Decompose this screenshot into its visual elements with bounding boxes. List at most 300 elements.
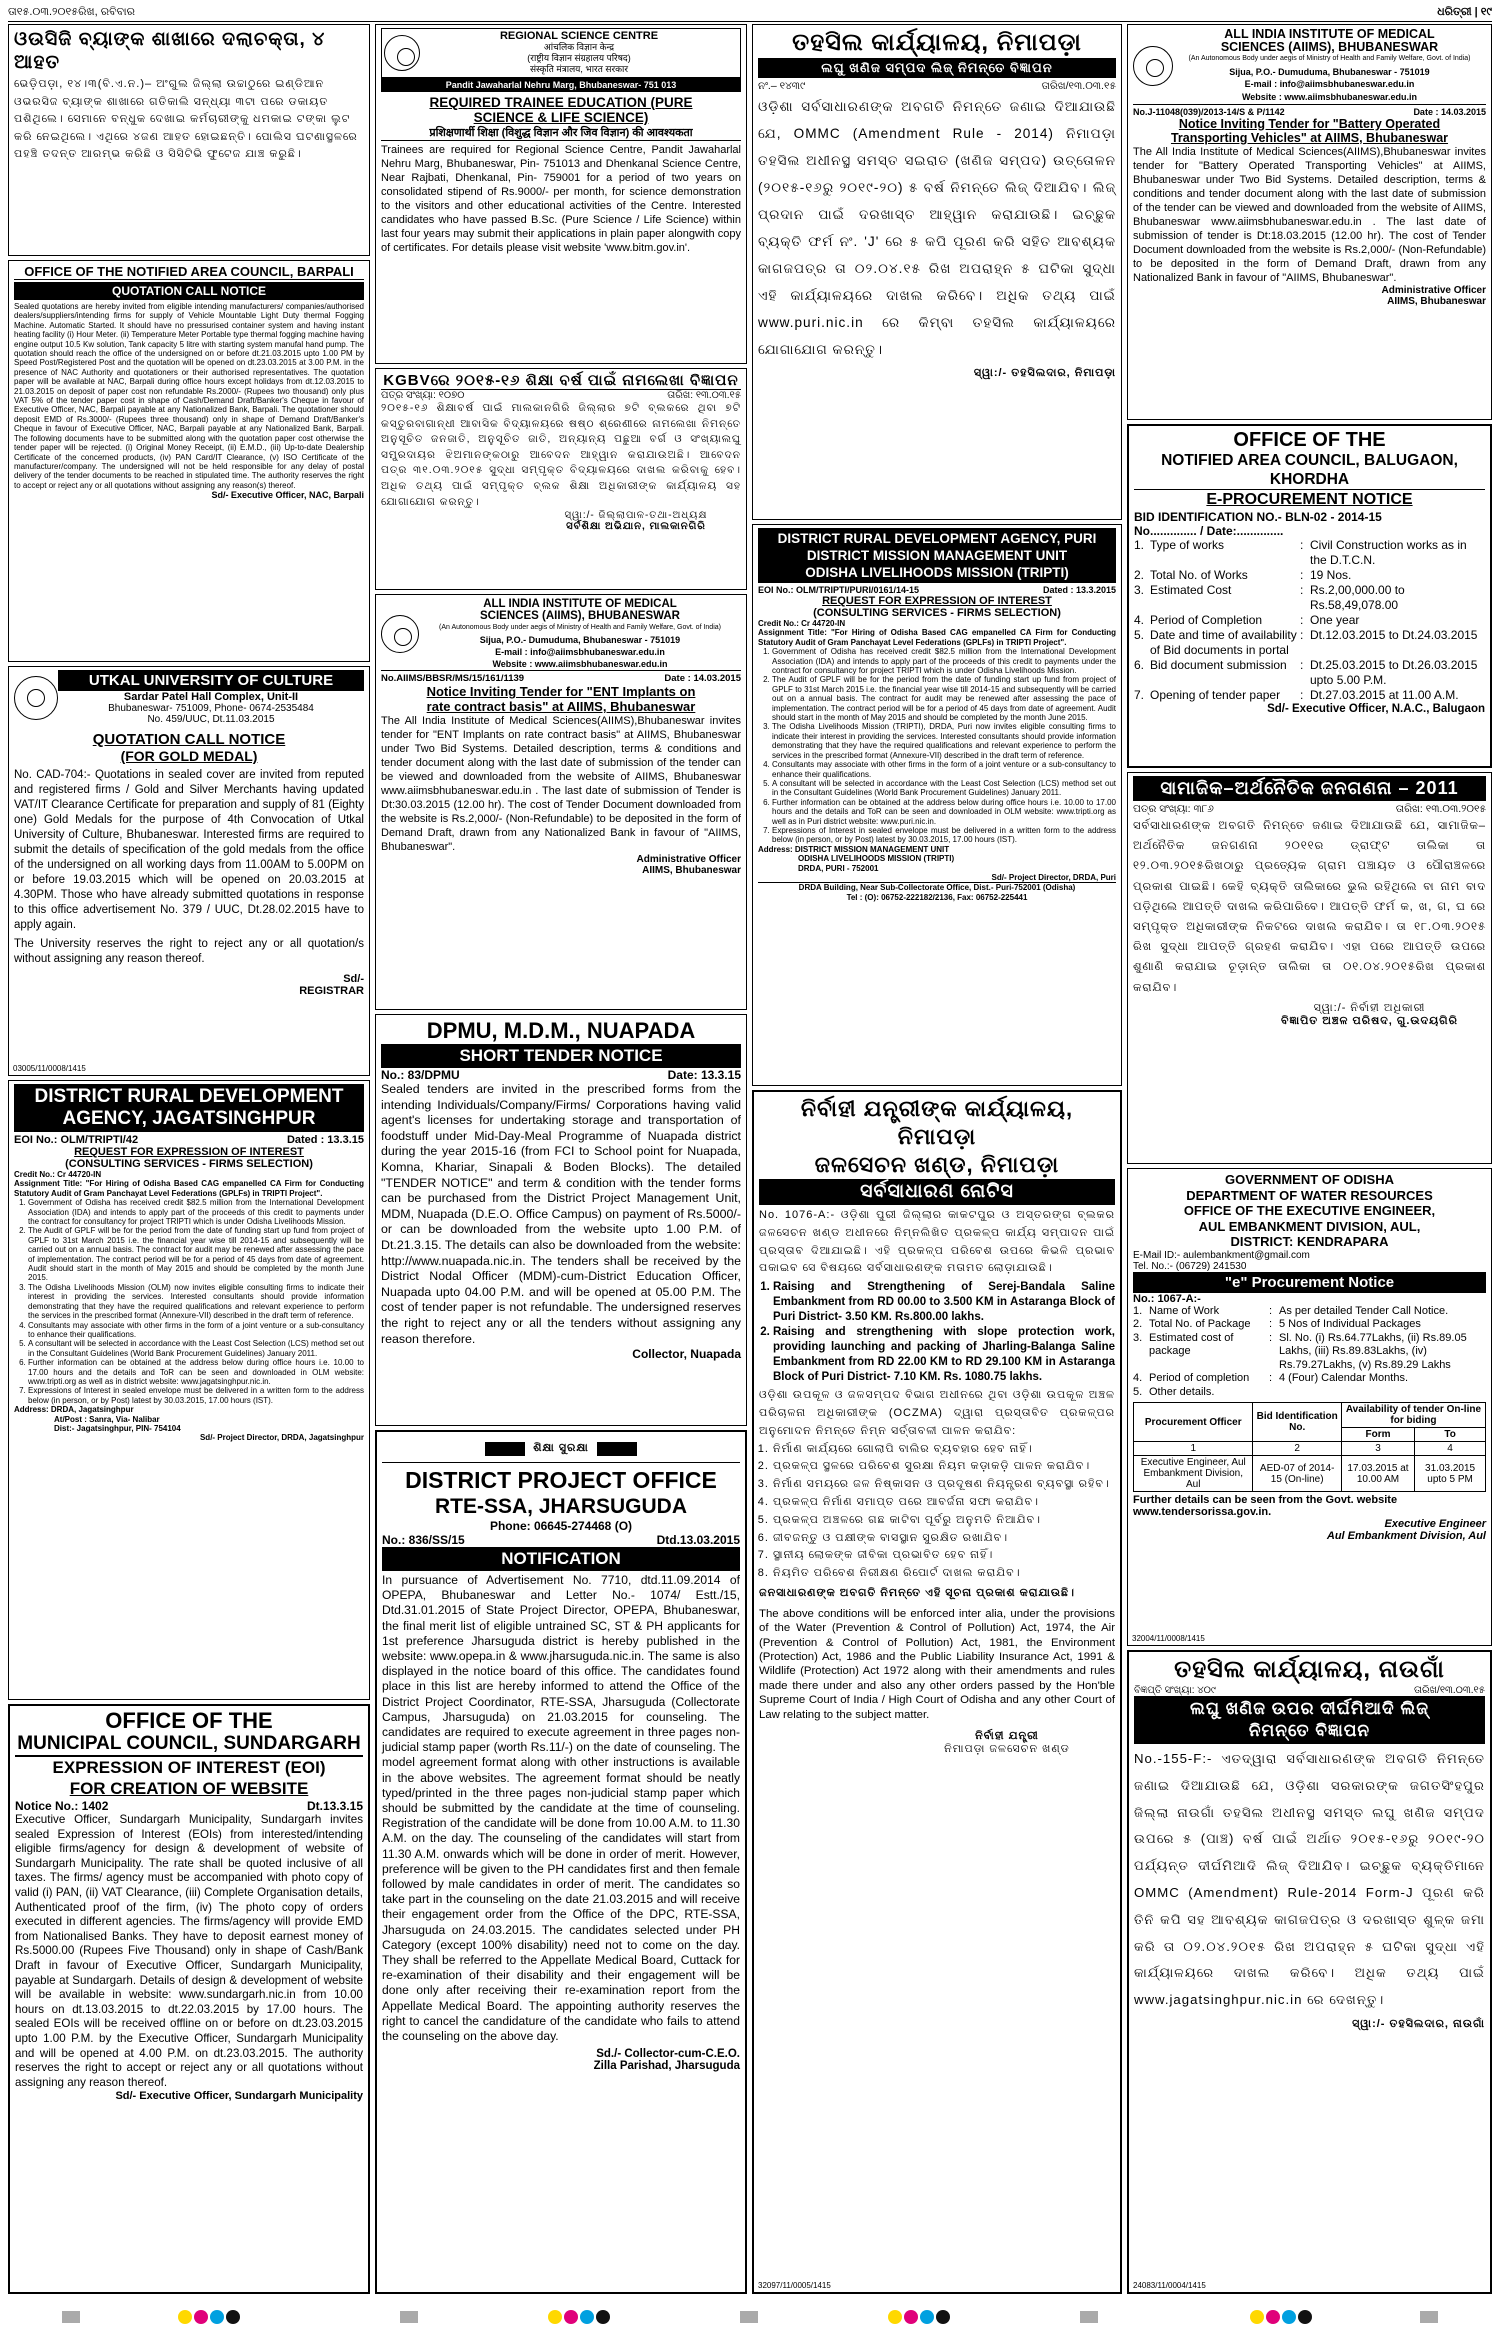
letter-no: ପତ୍ର ସଂଖ୍ୟା: ୧୦୭୦ [381, 390, 465, 401]
ad-title: REQUIRED TRAINEE EDUCATION (PURE [429, 95, 693, 110]
detail-cell: Total No. of Works [1150, 568, 1248, 582]
eoi-number: EOI No.: OLM/TRIPTI/PURI/0161/14-15 [758, 585, 920, 595]
list-item: 3. The Odisha Livelihoods Mission (OLM) now invites eligible consulting firms to indicate their interest in providing the services. Interested consultants should provide information demonstrating that they have the required qualifications and relevant experience to perform the services in the prescribed format (Annexure-VII) described in the draft term of reference. [28, 1283, 364, 1321]
ad-subtitle: FOR CREATION OF WEBSITE [69, 1779, 309, 1798]
ad-mid: ଜନସାଧାରଣଙ୍କ ଅବଗତି ନିମନ୍ତେ ଏହି ସୂଚନା ପ୍ରକାଶ କରାଯାଉଛି। [759, 1586, 1075, 1599]
ad-signature: Sd/- Project Director, DRDA, Puri [991, 872, 1116, 882]
ad-heading: ସାମାଜିକ–ଅର୍ଥନୈତିକ ଜନଗଣନା – 2011 [1133, 776, 1486, 801]
ad-signature: ସ୍ୱା:/- ତହସିଲଦାର, ନାଉଗାଁ [1352, 2017, 1485, 2030]
ad-signature: Sd/- [343, 973, 364, 985]
ad-body: No.-155-F:- ଏତଦ୍ୱାରା ସର୍ବସାଧାରଣଙ୍କ ଅବଗତି ନିମନ୍ତେ ଜଣାଇ ଦିଆଯାଉଛି ଯେ, ଓଡ଼ିଶା ସରକାରଙ୍କ ଜଗତସିଂହପୁର ଜିଲ୍ଲା ନାଉଗାଁ ତହସିଲ ଅଧୀନସ୍ଥ ସମସ୍ତ ଲଘୁ ଖଣିଜ ସମ୍ପଦ ଉପରେ ୫ (ପାଞ୍ଚ) ବର୍ଷ ପାଇଁ ଅର୍ଥାତ ୨୦୧୫-୧୬ରୁ ୨୦୧୯-୨୦ ପର୍ଯ୍ୟନ୍ତ ଦୀର୍ଘମିଆଦି ଲିଜ୍ ଦିଆଯିବ। ଇଚ୍ଛୁକ ବ୍ୟକ୍ତିମାନେ OMMC (Amendment) Rule-2014 Form-J ପୂରଣ କରି ତିନି କପି ସହ ଆବଶ୍ୟକ କାଗଜପତ୍ର ଓ ଦରଖାସ୍ତ ଶୁଳ୍କ ଜମା କରି ତା ୦୨.୦୪.୨୦୧୫ ରିଖ ଅପରାହ୍ନ ୫ ଘଟିକା ସୁଦ୍ଧା ଏହି କାର୍ଯ୍ୟାଳୟରେ ଦାଖଲ କରିବେ। ଅଧିକ ତଥ୍ୟ ପାଇଁ www.jagatsinghpur.nic.in ରେ ଦେଖନ୍ତୁ। [1134, 1751, 1485, 2008]
magenta-mark [194, 2310, 208, 2324]
conditions-list [773, 1441, 1115, 1583]
ad-signature2: ବିଜ୍ଞାପିତ ଅଞ୍ଚଳ ପରିଷଦ, ଗୁ.ଉଦୟଗିରି [1281, 1014, 1458, 1027]
ad-body: Executive Officer, Sundargarh Municipality, Sundargarh invites sealed Expression of Interest (EOIs) from interested/intending eligible firms/agency for design & development of website of Sundargarh Municipality. The rate shall be quoted inclusive of all taxes. The firms/ agency must be accompanied with photo copy of valid (i) PAN, (ii) VAT Clearance, (iii) Complete Organisation details, Authenticated proof of the firm, (iv) The photo copy of orders executed in different agencies. The firms/agency will provide EMD from Nationalised Banks. They have to deposit earnest money of Rs.5000.00 (Rupees Five Thousand) only in shape of Cash/Bank Draft in favour of Executive Officer, Sundargarh Municipality, payable at Sundargarh. Details of design & development of website will be available in website: www.sundargarh.nic.in from 10.00 hours on dt.13.03.2015 to dt.22.03.2015 by 17.00 hours. The sealed EOIs will be received offline on or before on dt.23.03.2015 upto 1.00 P.M. by the Executive Officer, Sundargarh Municipality and will be opened at 4.00 P.M. on dt.23.03.2015. The authority reserves the right to accept or reject any or all quotations without assigning any reason thereof. [15, 1813, 363, 2089]
dpo-jharsuguda-ad [375, 1430, 747, 2294]
terms-list [772, 647, 1116, 845]
news-story [8, 24, 370, 256]
org-parent: (राष्ट्रीय विज्ञान संग्रहालय परिषद) [527, 53, 631, 63]
cyan-mark [920, 2310, 934, 2324]
address-line2: ODISHA LIVELIHOODS MISSION (TRIPTI) [798, 854, 955, 864]
detail-row [1134, 658, 1485, 688]
black-mark [936, 2310, 950, 2324]
detail-cell: Estimated cost of package [1149, 1331, 1234, 1358]
table-header: Availability of tender On-line for biding [1341, 1403, 1485, 1428]
grey-mark [1080, 2311, 1098, 2323]
ad-heading2: RTE-SSA, JHARSUGUDA [434, 1495, 688, 1518]
detail-cell: 6. [1134, 658, 1145, 672]
ad-heading: ନିର୍ବାହୀ ଯନ୍ତ୍ରୀଙ୍କ କାର୍ଯ୍ୟାଳୟ, ନିମାପଡ଼ା [800, 1096, 1074, 1149]
ad-heading: UTKAL UNIVERSITY OF CULTURE [58, 670, 364, 691]
notice-number: No.: 836/SS/15 [382, 1533, 465, 1547]
detail-row [1134, 628, 1485, 658]
ad-body: ୨୦୧୫-୧୬ ଶିକ୍ଷାବର୍ଷ ପାଇଁ ମାଲକାନଗିରି ଜିଲ୍ଲାର ୭ଟି ବ୍ଲକରେ ଥିବା ୭ଟି କସ୍ତୁରବାଗାନ୍ଧୀ ଆବାସିକ ବିଦ୍ୟାଳୟରେ ଷଷ୍ଠ ଶ୍ରେଣୀରେ ନାମଲେଖା ନିମନ୍ତେ ଅନୁସୂଚିତ ଜନଜାତି, ଅନୁସୂଚିତ ଜାତି, ଅନ୍ୟାନ୍ୟ ପଛୁଆ ବର୍ଗ ଓ ସଂଖ୍ୟାଲଘୁ ସମ୍ପ୍ରଦାୟର ଝିଅମାନଙ୍କଠାରୁ ଆବେଦନ ଆହ୍ୱାନ କରାଯାଉଅଛି। ଆବେଦନ ପତ୍ର ୩୧.୦୩.୨୦୧୫ ସୁଦ୍ଧା ସମ୍ପୃକ୍ତ ବିଦ୍ୟାଳୟରେ ଦାଖଲ କରିବାକୁ ହେବ। ଅଧିକ ତଥ୍ୟ ପାଇଁ ସମ୍ପୃକ୍ତ ବ୍ଲକ ଶିକ୍ଷା ଅଧିକାରୀଙ୍କ କାର୍ଯ୍ୟାଳୟ ସହ ଯୋଗାଯୋଗ କରନ୍ତୁ। [381, 402, 741, 508]
ad-signature: Sd/- Executive Officer, N.A.C., Balugaon [1267, 703, 1485, 715]
ad-signature: ସ୍ୱା:/- ତହସିଲଦାର, ନିମାପଡ଼ା [973, 367, 1116, 379]
list-item: 2. The Audit of GPLF will be for the period from the date of funding start up fund from project of GPLF to 31st March 2015 i.e. the financial year wise till 2014-15 and subsequently will be carried out on a annual basis. The contract for audit may be renewed after assessing the pace of implementation. The contract period will be for a period of 45 days from date of agreement. Audit should start in the month of May 2015 and should be completed by the month June 2015. [772, 675, 1116, 722]
banner-text: ଶିକ୍ଷା ସୁରକ୍ଷା [533, 1442, 589, 1454]
letter-date: ତାରିଖ: ୧୩.୦୩.୨୦୧୫ [1395, 803, 1486, 815]
ref-no: No.............. / Date:.............. [1134, 524, 1284, 538]
notice-date: Dt.13.3.15 [306, 1799, 363, 1813]
ad-ref: No. 459/UUC, Dt.11.03.2015 [147, 714, 275, 725]
tender-date: Date : 14.03.2015 [1413, 106, 1486, 117]
ad-intro: No. 1076-A:- ଓଡ଼ିଶା ପୁରୀ ଜିଲ୍ଲାର କାକଟପୁର ଓ ଅସ୍ତରଙ୍ଗ ବ୍ଲକର ଜଳସେଚନ ଖଣ୍ଡ ଅଧୀନରେ ନିମ୍ନଲିଖିତ ପ୍ରକଳ୍ପ କାର୍ଯ୍ୟ ସମ୍ପାଦନ ପାଇଁ ପ୍ରସ୍ତାବ ଦିଆଯାଇଛି। ଏହି ପ୍ରକଳ୍ପ ପରିବେଶ ଉପରେ କିଭଳି ପ୍ରଭାବ ପକାଇବ ସେ ବିଷୟରେ ସର୍ବସାଧାରଣଙ୍କ ମତାମତ ଲୋଡ଼ାଯାଉଛି। [759, 1209, 1115, 1275]
list-item: 7. Expressions of Interest in sealed envelope must be delivered in a written form to the address below (in person, or by Post) latest by 30.03.2015, 17.00 hours (IST). [772, 826, 1116, 845]
ad-code: 24083/11/0004/1415 [1133, 2281, 1206, 2290]
ad-title: QUOTATION CALL NOTICE [92, 731, 286, 748]
cyan-mark [580, 2310, 594, 2324]
detail-cell: Total No. of Package [1149, 1318, 1251, 1331]
ad-signature2: Zilla Parishad, Jharsuguda [593, 2060, 740, 2073]
ad-heading5: DISTRICT: KENDRAPARA [1230, 1234, 1389, 1250]
detail-cell: Civil Construction works as in the D.T.C.N. [1310, 538, 1467, 567]
tender-table [1133, 1402, 1486, 1492]
list-item: 4. ପ୍ରକଳ୍ପ ନିର୍ମାଣ ସମାପ୍ତ ପରେ ଆବର୍ଜନା ସଫା କରାଯିବ। [773, 1494, 1115, 1512]
ad-body: No. CAD-704:- Quotations in sealed cover are invited from reputed and registered firms / Gold and Silver Merchants having updated VAT/IT Clearance Certificate for preparation and supply of 81 (Eighty one) Gold Medals for the purpose of 4th Convocation of Utkal University of Culture, Bhubaneswar. Interested firms are required to submit the details of specification of the gold medals from the office of the undersigned on all working days from 11.00AM to 5.00PM on or before 19.03.2015 which will be opened on 20.03.2015 at 4.30PM. Those who have already submitted quotations in response to this office advertisement No. 379 / UUC, Dt.28.02.2015 have to apply again. [14, 769, 364, 931]
rsc-logo-icon [384, 35, 420, 71]
credit-no: Credit No.: Cr 44720-IN [758, 619, 846, 628]
detail-row [1133, 1318, 1486, 1332]
notice-date: Dtd.13.03.2015 [656, 1533, 740, 1547]
cyan-mark [1282, 2310, 1296, 2324]
eoi-date: Dated : 13.3.2015 [1042, 585, 1116, 595]
detail-cell: 5. [1134, 628, 1145, 642]
detail-row [1134, 538, 1485, 568]
ad-title: "e" Procurement Notice [1133, 1272, 1486, 1293]
detail-cell: Date and time of availability of Bid documents in portal [1150, 628, 1297, 657]
ad-subheading: SHORT TENDER NOTICE [381, 1044, 741, 1068]
letter-date: ତାରିଖ/୧୩.୦୩.୧୫ [1041, 80, 1116, 92]
credit-no: Credit No.: Cr 44720-IN [14, 1170, 102, 1179]
detail-cell: : [1300, 568, 1304, 582]
grey-mark [62, 2311, 80, 2323]
ad-signature: Sd./- Collector-cum-C.E.O. [596, 2048, 740, 2061]
detail-cell: Period of completion [1149, 1372, 1250, 1385]
org-name: ALL INDIA INSTITUTE OF MEDICAL [1224, 27, 1435, 41]
table-header: Procurement Officer [1134, 1403, 1253, 1442]
ad-email: E-Mail ID:- aulembankment@gmail.com [1133, 1249, 1310, 1261]
list-item: 6. Further information can be obtained at the address below during office hours i.e. 10.00 to 17.00 hours and the details and ToR can be seen and downloaded in OLM website: www.tripti.org as well as in Puri district website: www.puri.nic.in. [772, 798, 1116, 826]
detail-row [1133, 1305, 1486, 1319]
ad-code: 32004/11/0008/1415 [1132, 1634, 1205, 1643]
ad-signature: Collector, Nuapada [632, 1347, 741, 1362]
list-item: 1. Raising and Strengthening of Serej-Bandala Saline Embankment from RD 00.00 to 3.500 KM in Astaranga Block of Puri District- 3.50 KM. Rs.800.00 lakhs. [773, 1280, 1115, 1325]
tender-number: No.J-11048(039)/2013-14/S & P/1142 [1133, 106, 1285, 117]
org-desc: (An Autonomous Body under aegis of Ministry of Health and Family Welfare, Govt. of India) [439, 624, 721, 631]
detail-cell: : [1269, 1318, 1273, 1331]
ad-oczma: ଓଡ଼ିଶା ଉପକୂଳ ଓ ଜଳସମ୍ପଦ ବିଭାଗ ଅଧୀନରେ ଥିବା ଓଡ଼ିଶା ଉପକୂଳ ଅଞ୍ଚଳ ପରିଚାଳନା ଅଧିକାରୀଙ୍କ (OCZMA) ଦ୍ୱାରା ପ୍ରସ୍ତାବିତ ପ୍ରକଳ୍ପର ଅନୁମୋଦନ ନିମନ୍ତେ ନିମ୍ନ ସର୍ତ୍ତାବଳୀ ପାଳନ କରାଯିବ: [759, 1389, 1115, 1437]
list-item: 1. Government of Odisha has received credit $82.5 million from the International Development Association (IDA) and intends to apply part of the proceeds of this credit to payments under the contract for consultancy for project TRIPTI which is under Odisha Livelihoods Mission. [772, 647, 1116, 675]
address-line3: Dist:- Jagatsinghpur, PIN- 754104 [54, 1423, 181, 1433]
regional-science-centre-ad [375, 24, 747, 364]
detail-cell [1279, 1386, 1486, 1400]
detail-cell: Rs.2,00,000.00 to Rs.58,49,078.00 [1310, 583, 1405, 612]
ad-heading: ତହସିଲ କାର୍ଯ୍ୟାଳୟ, ନିମାପଡ଼ା [792, 29, 1082, 56]
list-item: 2. Raising and strengthening with slope protection work, providing launching and packing of Jharling-Balanga Saline Embankment from RD 22.00 KM to RD 29.100 KM in Astaranga Block of Puri District- 7.10 KM. Rs. 1080.75 lakhs. [773, 1325, 1115, 1385]
ad-body: The All India Institute of Medical Sciences(AIIMS),Bhubaneswar invites tender for "Battery Operated Transporting Vehicles" at AIIMS, Bhubaneswar under Two Bid Systems. Detailed description, terms & conditions and tender document along with the last date of submission of the tender can be viewed and downloaded from the website of AIIMS, Bhubaneswar www.aiimsbhubaneswar.edu.in . The last date of submission of tender is Dt:18.03.2015 (12.00 hr). The cost of Tender Document downloaded from the website is Rs.2,000/- (Non-Refundable) to be deposited in the form of Demand Draft, drawn from any Nationalized Bank in favour of "AIIMS, Bhubaneswar". [1133, 145, 1486, 284]
ad-title-hindi: प्रशिक्षणार्थी शिक्षा (विशुद्ध विज्ञान और जिव विज्ञान) की आवश्यकता [381, 125, 741, 141]
org-name: REGIONAL SCIENCE CENTRE [499, 30, 659, 42]
eoi-date: Dated : 13.3.15 [286, 1134, 364, 1146]
details-list [1133, 1305, 1486, 1400]
ad-heading2: DEPARTMENT OF WATER RESOURCES [1186, 1187, 1433, 1203]
yellow-mark [178, 2310, 192, 2324]
magenta-mark [904, 2310, 918, 2324]
org-address: Sijua, P.O.- Dumuduma, Bhubaneswar - 751019 [479, 635, 681, 645]
list-item: 7. Expressions of Interest in sealed envelope must be delivered in a written form to the address below (in person, or by Post) latest by 30.03.2015, 17.00 hours (IST). [28, 1386, 364, 1405]
list-item: 7. ସ୍ଥାନୀୟ ଲୋକଙ୍କ ଜୀବିକା ପ୍ରଭାବିତ ହେବ ନାହିଁ। [773, 1547, 1115, 1565]
ad-footer: DRDA Building, Near Sub-Collectorate Office, Dist.- Puri-752001 (Odisha) [758, 882, 1116, 892]
org-address: Sijua, P.O.- Dumuduma, Bhubaneswar - 751019 [1229, 66, 1430, 77]
ad-heading4: AUL EMBANKMENT DIVISION, AUL, [1198, 1218, 1421, 1234]
story-headline: ଓଉସିଜି ବ୍ୟାଙ୍କ ଶାଖାରେ ଦଲାଚକ୍ତା, ୪ ଆହତ [14, 29, 326, 73]
detail-cell: Sl. No. (i) Rs.64.77Lakhs, (ii) Rs.89.05 Lakhs, (iii) Rs.89.83Lakhs, (iv) Rs.79.27Lakhs, (v) Rs.89.29 Lakhs [1279, 1331, 1467, 1371]
ad-address: Sardar Patel Hall Complex, Unit-II [123, 691, 299, 703]
black-mark [1298, 2310, 1312, 2324]
ad-subheading: ସର୍ବସାଧାରଣ ନୋଟିସ [759, 1179, 1115, 1205]
org-name2: SCIENCES (AIIMS), BHUBANESWAR [1220, 39, 1439, 54]
org-website: Website : www.aiimsbhubaneswar.edu.in [1241, 91, 1418, 102]
address-line1: Address: DRDA, Jagatsinghpur [14, 1405, 134, 1415]
ad-subtitle: (CONSULTING SERVICES - FIRMS SELECTION) [813, 607, 1061, 619]
detail-cell: Period of Completion [1150, 613, 1263, 627]
detail-cell: : [1300, 613, 1304, 627]
detail-cell: 7. [1134, 688, 1145, 702]
detail-cell: 4 (Four) Calendar Months. [1279, 1372, 1408, 1385]
org-name-hindi: आंचलिक विज्ञान केन्द्र [543, 42, 615, 52]
detail-cell: As per detailed Tender Call Notice. [1279, 1304, 1449, 1317]
address-line2: At/Post : Sanra, Via- Nalibar [54, 1414, 160, 1424]
page-header [8, 6, 1492, 22]
detail-cell: Bid document submission [1150, 658, 1287, 672]
ad-signature: Administrative Officer [1381, 284, 1486, 296]
ad-heading: DPMU, M.D.M., NUAPADA [426, 1018, 696, 1043]
list-item: 8. ନିୟମିତ ପରିବେଶ ନିରୀକ୍ଷଣ ରିପୋର୍ଟ ଦାଖଲ କରାଯିବ। [773, 1565, 1115, 1583]
utkal-university-ad [8, 666, 370, 1076]
ad-code: 03005/11/0008/1415 [13, 1064, 86, 1073]
ad-signature2: AIIMS, Bhubaneswar [642, 865, 741, 876]
university-logo-icon [14, 676, 58, 720]
detail-cell: 5. [1133, 1385, 1143, 1398]
notice-number: No.: 83/DPMU [381, 1068, 460, 1082]
notice-number: No.: 1067-A:- [1133, 1292, 1201, 1305]
ad-signature: Sd/- Executive Officer, NAC, Barpali [211, 490, 364, 501]
tahasil-nimapada-ad [752, 24, 1122, 520]
ad-footer2: Tel : (O): 06752-222182/2136, Fax: 06752-225441 [846, 892, 1028, 902]
ad-subheading: ଲଘୁ ଖଣିଜ ସମ୍ପଦ ଲିଜ୍ ନିମନ୍ତେ ବିଜ୍ଞାପନ [758, 58, 1116, 78]
detail-cell: Dt.12.03.2015 to Dt.24.03.2015 [1310, 628, 1478, 642]
aiims-ent-tender-ad [375, 594, 747, 1010]
aiims-logo-icon [1133, 46, 1173, 86]
black-mark [226, 2310, 240, 2324]
letter-no: ନଂ.– ୧୪୩୯ [758, 80, 806, 92]
address-line3: DRDA, PURI - 752001 [798, 863, 879, 873]
org-email: E-mail : info@aiimsbhubaneswar.edu.in [1244, 79, 1415, 90]
tender-date: Date : 14.03.2015 [664, 673, 741, 684]
black-mark [596, 2310, 610, 2324]
ad-signature2: ନିମାପଡ଼ା ଜଳସେଚନ ଖଣ୍ଡ [944, 1743, 1070, 1755]
census-notice-ad [1127, 772, 1492, 1164]
detail-cell: Estimated Cost [1150, 583, 1232, 597]
detail-cell: One year [1310, 613, 1360, 627]
list-item: 1. Government of Odisha has received credit $82.5 million from the International Development Association (IDA) and intends to apply part of the proceeds of this credit to payments under the contract for consultancy for project TRIPTI which is under Odisha Livelihoods Mission. [28, 1198, 364, 1226]
ad-subheading: QUOTATION CALL NOTICE [14, 282, 364, 300]
detail-cell [1269, 1386, 1279, 1400]
detail-cell: 4. [1134, 613, 1145, 627]
ad-heading: OFFICE OF THE [105, 1708, 273, 1733]
ad-phone: Phone: 06645-274468 (O) [489, 1519, 633, 1533]
eoi-number: EOI No.: OLM/TRIPTI/42 [14, 1134, 139, 1146]
ad-further: Further details can be seen from the Govt. website www.tendersorissa.gov.in. [1133, 1494, 1398, 1519]
detail-cell: : [1300, 628, 1304, 642]
assignment-title: Assignment Title: "For Hiring of Odisha Based CAG empanelled CA Firm for Conducting Statutory Audit of Gram Panchayat Level Federations (GPLFs) in TRIPTI Project". [758, 628, 1116, 647]
org-name: ALL INDIA INSTITUTE OF MEDICAL [483, 598, 677, 610]
list-item: 1. ନିର୍ମାଣ କାର୍ଯ୍ୟରେ ଗୋଲାପି ବାଲିର ବ୍ୟବହାର ହେବ ନାହିଁ। [773, 1441, 1115, 1459]
org-email: E-mail : info@aiimsbhubaneswar.edu.in [495, 647, 665, 657]
notice-number: Notice No.: 1402 [15, 1799, 109, 1813]
detail-cell: 3. [1133, 1331, 1143, 1344]
yellow-mark [888, 2310, 902, 2324]
letter-date: ତାରିଖ: ୧୩.୦୩.୧୫ [667, 390, 741, 401]
gov-odisha-water-ad [1127, 1168, 1492, 1646]
detail-row [1133, 1372, 1486, 1386]
detail-cell: 2. [1134, 568, 1145, 582]
ad-heading: OFFICE OF THE [1233, 429, 1386, 451]
detail-cell: Type of works [1150, 538, 1225, 552]
letter-date: ତାରିଖ/୧୩.୦୩.୧୫ [1414, 1685, 1485, 1696]
ad-body: Sealed tenders are invited in the prescribed forms from the intending Individuals/Company/Firms/ Corporations having valid agent's licenses for undertaking storage and transportation of foodstuff under Mid-Day-Meal Programme of Nuapada district during the year 2015-16 (from FCI to School point for Nuapada, Komna, Khariar, Sinapali & Boden Blocks). The detailed "TENDER NOTICE" and term & condition with the tender forms can be purchased from the District Project Management Unit, MDM, Nuapada (D.E.O. Office Campus) on payment of Rs.5000/- or can be downloaded from the website upto 1.00 P.M. of Dt.21.3.15. The details can also be downloaded from the website: http://www.nuapada.nic.in. The tenders shall be received by the District Nodal Officer (MDM)-cum-District Education Officer, Nuapada upto 04.00 P.M. and will be opened at 05.00 P.M. The cost of tender paper is not refundable. The undersigned reserves the right to reject any or all the tenders without assigning any reason therefore. [381, 1082, 741, 1346]
detail-cell: Other details. [1149, 1385, 1215, 1398]
detail-cell: : [1300, 688, 1304, 702]
ad-heading2: MUNICIPAL COUNCIL, SUNDARGARH [15, 1733, 363, 1757]
ad-signature: ନିର୍ବାହୀ ଯନ୍ତ୍ରୀ [975, 1730, 1039, 1742]
ad-title2: rate contract basis" at AIIMS, Bhubaneswar [426, 699, 696, 714]
grey-mark [400, 2311, 418, 2323]
ad-signature2: Aul Embankment Division, Aul [1326, 1530, 1486, 1543]
ad-heading: DISTRICT PROJECT OFFICE [405, 1467, 717, 1493]
banner-logo-icon [485, 1442, 525, 1456]
table-header: To [1415, 1428, 1486, 1442]
tahasil-naugaon-ad [1127, 1650, 1492, 2294]
letter-no: ପତ୍ର ସଂଖ୍ୟା: ୩୮୬ [1133, 803, 1214, 815]
org-address: Pandit Jawaharlal Nehru Marg, Bhubaneswar- 751 013 [381, 78, 741, 92]
ad-title: REQUEST FOR EXPRESSION OF INTEREST [822, 595, 1052, 607]
ad-signature2: REGISTRAR [299, 985, 364, 997]
drda-puri-ad [752, 524, 1122, 1086]
list-item: 6. ଜୀବଜନ୍ତୁ ଓ ପକ୍ଷୀଙ୍କ ବାସସ୍ଥାନ ସୁରକ୍ଷିତ ରଖାଯିବ। [773, 1530, 1115, 1548]
kgbv-admission-ad [375, 368, 747, 590]
nirbahi-jantri-ad [752, 1090, 1122, 2294]
sundargarh-municipality-ad [8, 1704, 370, 2294]
grey-mark [740, 2311, 758, 2323]
list-item: 6. Further information can be obtained at the address below during office hours i.e. 10.00 to 17.00 hours and the details and ToR can be seen and downloaded in OLM website: www.tripti.org as well as in district website: www.jagatsinghpur.nic.in. [28, 1358, 364, 1386]
detail-row [1134, 583, 1485, 613]
grey-mark [1420, 2311, 1438, 2323]
address-line1: Address: DISTRICT MISSION MANAGEMENT UNIT [758, 844, 950, 854]
ad-title: EXPRESSION OF INTEREST (EOI) [52, 1758, 326, 1777]
ad-heading2: NOTIFIED AREA COUNCIL, BALUGAON, KHORDHA [1134, 451, 1485, 490]
cyan-mark [210, 2310, 224, 2324]
ad-signature: ସ୍ୱା:/- ଜିଲ୍ଲାପାଳ-ତଥା-ଅଧ୍ୟକ୍ଷ [564, 510, 708, 522]
ad-title: Notice Inviting Tender for "Battery Operated [1178, 116, 1441, 131]
detail-cell: : [1300, 538, 1304, 552]
ad-signature: Sd/- Executive Officer, Sundargarh Municipality [115, 2090, 363, 2103]
notice-date: Date: 13.3.15 [667, 1068, 741, 1082]
detail-cell: : [1300, 658, 1304, 672]
ad-heading3: OFFICE OF THE EXECUTIVE ENGINEER, [1183, 1203, 1436, 1219]
detail-cell: 5 Nos of Individual Packages [1279, 1318, 1421, 1331]
ad-heading: DISTRICT RURAL DEVELOPMENT AGENCY, JAGATSINGHPUR [14, 1084, 364, 1132]
ad-subheading2: ନିମନ୍ତେ ବିଜ୍ଞାପନ [1248, 1721, 1371, 1740]
ad-heading: OFFICE OF THE NOTIFIED AREA COUNCIL, BARPALI [14, 264, 364, 280]
table-header: Form [1341, 1428, 1414, 1442]
detail-row [1133, 1386, 1486, 1400]
dpmu-nuapada-ad [375, 1014, 747, 1426]
ad-heading: ତହସିଲ କାର୍ଯ୍ୟାଳୟ, ନାଉଗାଁ [1174, 1656, 1445, 1683]
drda-jagatsinghpur-ad [8, 1080, 370, 1700]
list-item: 4. Consultants may associate with other firms in the form of a joint venture or a sub-consultancy to enhance their qualifications. [28, 1321, 364, 1340]
ad-body: The above conditions will be enforced inter alia, under the provisions of the Water (Prevention & Control of Pollution) Act, 1974, the Air (Prevention & Control of Pollution) Act, 1981, the Environment (Protection) Act, 1986 and the Public Liability Insurance Act, 1991 & Wildlife (Protection) Act 1972 along with their amendments and rules made there under and also any other orders passed by the Hon'ble Supreme Court of India / High Court of Odisha and any other Court of Law relating to the subject matter. [759, 1607, 1115, 1721]
terms-list [28, 1198, 364, 1405]
ad-title: E-PROCUREMENT NOTICE [1206, 491, 1413, 508]
table-row: 1 2 3 4 [1134, 1442, 1486, 1456]
ad-heading: DISTRICT RURAL DEVELOPMENT AGENCY, PURI DISTRICT MISSION MANAGEMENT UNIT ODISHA LIVELIHOODS MISSION (TRIPTI) [758, 528, 1116, 583]
org-ministry: संस्कृति मंत्रालय, भारत सरकार [529, 64, 629, 74]
list-item: 2. The Audit of GPLF will be for the period from the date of funding start up fund from project of GPLF to 31st March 2015 i.e. the financial year wise till 2014-15 and subsequently will be carried out on a annual basis. The contract for audit may be renewed after assessing the pace of implementation. The contract period will be for a period of 45 days from date of agreement. Audit should start in the month of May 2015 and should be completed by the month June 2015. [28, 1226, 364, 1282]
tender-number: No.AIIMS/BBSR/MS/15/161/1139 [381, 673, 525, 684]
ad-heading: GOVERNMENT OF ODISHA [1224, 1172, 1394, 1187]
ad-title: NOTIFICATION [382, 1547, 740, 1571]
aiims-battery-vehicle-ad [1127, 24, 1492, 420]
detail-cell: 2. [1133, 1318, 1143, 1331]
detail-cell: : [1300, 583, 1304, 597]
table-header: Bid Identification No. [1253, 1403, 1341, 1442]
table-row: Executive Engineer, Aul Embankment Division, Aul AED-07 of 2014-15 (On-line) 17.03.2015 at 10.00 AM 31.03.2015 upto 5 PM [1134, 1456, 1486, 1492]
detail-cell: Dt.27.03.2015 at 11.00 A.M. [1310, 688, 1459, 702]
detail-cell: : [1269, 1304, 1273, 1317]
list-item: 5. ପ୍ରକଳ୍ପ ଅଞ୍ଚଳରେ ଗଛ କାଟିବା ପୂର୍ବରୁ ଅନୁମତି ନିଆଯିବ। [773, 1512, 1115, 1530]
detail-cell: 3. [1134, 583, 1145, 597]
ad-signature2: AIIMS, Bhubaneswar [1387, 295, 1486, 307]
nac-balugaon-ad [1127, 424, 1492, 768]
ad-body: Sealed quotations are hereby invited from eligible intending manufacturers/ companies/authorised dealers/suppliers/intending firms for supply of Vehicle Mountable Light Duty thermal Fogging Machine. Automatic Started. It should have no pressurised container system and having instant heating facility (i) Hour Meter. (ii) Temperature Meter Portable type thermal fogging machine having engine output 10.5 Kw solution, Tank capacity 5 litre with starting system manufal hand pump. The quotation should reach the office of the undersigned on or before dt.21.03.2015 upto 1.00 PM by Speed Post/Registered Post and the quotation will be opened on dt.23.03.2015 at 3.00 P.M. in the presence of NAC Authority and quotationers or their authorised representatives. The quotation paper will be available at NAC, Barpali during office hours except holidays from dt.12.03.2015 to 21.03.2015 on deposit of paper cost non refundable Rs.2000/- (Rupees two thousand) only plus VAT 5% of the tender paper cost in shape of Cash/Demand Draft/Banker's Cheque in favour of Executive Officer, NAC, Barpali payable at any Nationalized Bank, Barpali. The quotationer should deposit EMD of Rs.3000/- (Rupees three thousand) only in shape of Demand Draft/Banker's Cheque in favour of Executive Officer, NAC, Barpali payable at any Nationalized Bank, Barpali. The following documents have to be submitted along with the quotation paper cost otherwise the tender paper will be rejected. (i) Original Money Receipt, (ii) E.M.D., (iii) Up-to-date Dealership Certificate of the concerned products, (iv) PAN Card/IT Clearance, (v) ISO Certificate of the manufacturer/company. The undersigned will not be held responsible for any delay of postal delivery of the tender documents to be reached in stipulated time. The authority reserves the right to accept or reject any or all quotations without assigning any reason(s) thereof. [14, 302, 364, 490]
ad-title: Notice Inviting Tender for "ENT Implants on [426, 684, 696, 699]
list-item: 4. Consultants may associate with other firms in the form of a joint venture or a sub-consultancy to enhance their qualifications. [772, 760, 1116, 779]
org-desc: (An Autonomous Body under aegis of Ministry of Health and Family Welfare, Govt. of India) [1188, 55, 1471, 63]
ad-body: The All India Institute of Medical Sciences(AIIMS),Bhubaneswar invites tender for "ENT Implants on rate contract basis" at AIIMS, Bhubaneswar under Two Bid Systems. Detailed description, terms & conditions and tender document along with the last date of submission of the tender can be viewed and downloaded from the website of AIIMS, Bhubaneswar www.aiimsbhubaneswar.edu.in . The last date of submission of Tender is Dt:30.03.2015 (12.00 hr). The cost of Tender Document downloaded from the website is Rs.2,000/- (Non-Refundable) to be deposited in the form of Demand Draft, drawn from any Nationalized Bank in favour of "AIIMS, Bhubaneswar". [381, 715, 741, 853]
magenta-mark [564, 2310, 578, 2324]
ad-tel: Tel. No.:- (06729) 241530 [1133, 1260, 1247, 1272]
ad-signature: ସ୍ୱା:/- ନିର୍ବାହୀ ଅଧିକାରୀ [1313, 1001, 1426, 1014]
ad-body: In pursuance of Advertisement No. 7710, dtd.11.09.2014 of OPEPA, Bhubaneswar and Letter No.- 1074/ Estt./15, Dtd.31.01.2015 of State Project Director, OPEPA, Bhubaneswar, the final merit list of eligible untrained SC, ST & PH applicants for 1st preference Jharsuguda district is hereby published in the website: www.opepa.in & www.jharsuguda.nic.in. The same is also displayed in the notice board of this office. The candidates found place in this list are hereby informed to attend the Office of the District Project Coordinator, RTE-SSA, Jharsuguda (Collectorate Campus, Jharsuguda) on 21.03.2015 for counseling. The candidates are required to execute agreement in three pages non-judicial stamp paper (worth Rs.11/-) on the date of counseling. The model agreement format along with other instructions is available in the above websites. The agreement format should be neatly typed/printed in the three pages non-judicial stamp paper which should be submitted by the candidate at the time of counseling. Registration of the candidate will be done from 10.00 A.M. to 11.30 A.M. on the day. The counseling of the candidates will start from 11.30 A.M. onwards which will be done in order of merit. However, preference will be given to the PH candidates first and then female followed by male candidates in order of merit. The candidates so take part in the counseling on the date 21.03.2015 and will receive their engagement order from the Office of the DPC, RTE-SSA, Jharsuguda on 24.03.2015. The candidates selected under PH Category (except 100% disability) need not to come on the day. They shall be referred to the Appellate Medical Board, Cuttack for re-examination of their disability and their engagement will be done only after receiving their re-examination report from the Appellate Medical Board. The appointing authority reserves the right to cancel the candidature of the candidate who fails to attend the counseling on the above day. [382, 1573, 740, 2044]
ad-body: Trainees are required for Regional Science Centre, Pandit Jawaharlal Nehru Marg, Bhubaneswar, Pin- 751013 and Dhenkanal Science Centre, Near Rajbati, Dhenkanal, Pin- 759001 for a period of two years on consolidated stipend of Rs.9000/- per month, for science demonstration to the visitors and other educational activities of the Centre. Interested candidates who have passed B.Sc. (Pure Science / Life Science) within last four years may submit their applications in plain paper alongwith copy of certificates. For details please visit website 'www.bitm.gov.in'. [381, 144, 741, 254]
details-list [1134, 538, 1485, 703]
date-line: ତା୧୫.୦୩.୨୦୧୫ରିଖ, ରବିବାର [8, 6, 135, 18]
ad-signature: Executive Engineer [1384, 1518, 1486, 1531]
detail-cell: Dt.25.03.2015 to Dt.26.03.2015 upto 5.00 P.M. [1310, 658, 1478, 687]
detail-cell: 1. [1134, 538, 1145, 552]
assignment-title: Assignment Title: "For Hiring of Odisha Based CAG empanelled CA Firm for Conducting Statutory Audit of Gram Panchayat Level Federations (GPLFs) in TRIPTI Project". [14, 1179, 364, 1198]
ad-signature: Sd/- Project Director, DRDA, Jagatsinghpur [199, 1433, 364, 1443]
ad-subtitle: (CONSULTING SERVICES - FIRMS SELECTION) [65, 1158, 313, 1170]
ad-body: ଓଡ଼ିଶା ସର୍ବସାଧାରଣଙ୍କ ଅବଗତି ନିମନ୍ତେ ଜଣାଇ ଦିଆଯାଉଛି ଯେ, OMMC (Amendment Rule - 2014) ନିମାପଡ଼ା ତହସିଲ ଅଧୀନସ୍ଥ ସମସ୍ତ ସଇରାତ (ଖଣିଜ ସମ୍ପଦ) ଉତ୍ତୋଳନ (୨୦୧୫-୧୬ରୁ ୨୦୧୯-୨୦) ୫ ବର୍ଷ ନିମନ୍ତେ ଲିଜ୍ ଦିଆଯିବ। ଲିଜ୍ ପ୍ରଦାନ ପାଇଁ ଦରଖାସ୍ତ ଆହ୍ୱାନ କରାଯାଉଛି। ଇଚ୍ଛୁକ ବ୍ୟକ୍ତି ଫର୍ମ ନଂ. 'J' ରେ ୫ କପି ପୂରଣ କରି ସହିତ ଆବଶ୍ୟକ କାଗଜପତ୍ର ତା ୦୨.୦୪.୧୫ ରିଖ ଅପରାହ୍ନ ୫ ଘଟିକା ସୁଦ୍ଧା ଏହି କାର୍ଯ୍ୟାଳୟରେ ଦାଖଲ କରିବେ। ଅଧିକ ତଥ୍ୟ ପାଇଁ www.puri.nic.in ରେ କିମ୍ବା ତହସିଲ କାର୍ଯ୍ୟାଳୟରେ ଯୋଗାଯୋଗ କରନ୍ତୁ। [758, 99, 1116, 357]
ad-title: REQUEST FOR EXPRESSION OF INTEREST [74, 1146, 304, 1158]
list-item: 5. A consultant will be selected in accordance with the Least Cost Selection (LCS) method set out in the Consultant Guidelines (World Bank Procurement Guidelines) January 2011. [772, 779, 1116, 798]
magenta-mark [1266, 2310, 1280, 2324]
ad-code: 32097/11/0005/1415 [758, 2281, 831, 2290]
ad-title2: Transporting Vehicles" at AIIMS, Bhubaneswar [1170, 130, 1449, 145]
list-item: 3. ନିର୍ମାଣ ସମୟରେ ଜଳ ନିଷ୍କାସନ ଓ ପ୍ରଦୂଷଣ ନିୟନ୍ତ୍ରଣ ବ୍ୟବସ୍ଥା ରହିବ। [773, 1476, 1115, 1494]
ad-body2: The University reserves the right to reject any or all quotation/s without assigning any reason thereof. [14, 938, 364, 965]
detail-cell: 4. [1133, 1372, 1143, 1385]
detail-cell: 1. [1133, 1304, 1143, 1317]
bid-id: BID IDENTIFICATION NO.- BLN-02 - 2014-15 [1134, 510, 1382, 524]
ad-subtitle: (FOR GOLD MEDAL) [120, 748, 258, 764]
list-item: 5. A consultant will be selected in accordance with the Least Cost Selection (LCS) method set out in the Consultant Guidelines (World Bank Procurement Guidelines) January 2011. [28, 1339, 364, 1358]
ad-title: KGBVରେ ୨୦୧୫-୧୬ ଶିକ୍ଷା ବର୍ଷ ପାଇଁ ନାମଲେଖା ବିଜ୍ଞାପନ [381, 372, 741, 390]
org-name2: SCIENCES (AIIMS), BHUBANESWAR [480, 610, 680, 622]
nac-barpali-ad [8, 260, 370, 662]
story-text: ଭେଡ଼ିପଡ଼ା, ୧୪।୩(ବି.ଏ.ନ.)– ଅଂଗୁଲ ଜିଲ୍ଲା ଉଚ୍ଚାଠୁରେ ଇଣ୍ଡିଆନ ଓଭରସିଜ ବ୍ୟାଙ୍କ ଶାଖାରେ ଗତିକାଲି ସନ୍ଧ୍ୟା ୩ଟା ପରେ ଡକାୟତ ପଶିଥିଲେ। ସେମାନେ ବନ୍ଧୁକ ଦେଖାଇ କର୍ମଚାରୀଙ୍କୁ ଧମକାଇ ଟଙ୍କା ଲୁଟ କରି ନେଇଥିଲେ। ଏଥିରେ ୪ଜଣ ଆହତ ହୋଇଛନ୍ତି। ପୋଲିସ ଘଟଣାସ୍ଥଳରେ ପହଞ୍ଚି ତଦନ୍ତ ଆରମ୍ଭ କରିଛି ଓ ସିସିଟିଭି ଫୁଟେଜ ଯାଞ୍ଚ କରୁଛି। [14, 78, 358, 160]
detail-cell: 19 Nos. [1310, 568, 1352, 582]
letter-no: ବିଜ୍ଞପ୍ତି ସଂଖ୍ୟା: ୪୦୯ [1134, 1685, 1216, 1696]
detail-cell: Opening of tender paper [1150, 688, 1281, 702]
ad-body: ସର୍ବସାଧାରଣଙ୍କ ଅବଗତି ନିମନ୍ତେ ଜଣାଇ ଦିଆଯାଉଛି ଯେ, ସାମାଜିକ–ଅର୍ଥନୈତିକ ଜନଗଣନା ୨୦୧୧ର ଡ୍ରାଫ୍ଟ ତାଲିକା ତା ୧୨.୦୩.୨୦୧୫ରିଖଠାରୁ ପ୍ରତ୍ୟେକ ଗ୍ରାମ ପଞ୍ଚାୟତ ଓ ପୌରାଞ୍ଚଳରେ ପ୍ରକାଶ ପାଇଛି। କେହି ବ୍ୟକ୍ତି ତାଲିକାରେ ଭୁଲ ରହିଥିଲେ ବା ନାମ ବାଦ ପଡ଼ିଥିଲେ ଆପତ୍ତି ଦାଖଲ କରିପାରିବେ। ଆପତ୍ତି ଫର୍ମ କ, ଖ, ଗ, ଘ ରେ ସମ୍ପୃକ୍ତ ଅଧିକାରୀଙ୍କ ନିକଟରେ ଦାଖଲ କରାଯିବ। ତା ୧୮.୦୩.୨୦୧୫ ରିଖ ସୁଦ୍ଧା ଆପତ୍ତି ଗ୍ରହଣ କରାଯିବ। ଏହା ପରେ ଆପତ୍ତି ଉପରେ ଶୁଣାଣି କରାଯାଇ ଚୂଡ଼ାନ୍ତ ତାଲିକା ତା ୦୧.୦୪.୨୦୧୫ରିଖ ପ୍ରକାଶ କରାଯିବ। [1133, 820, 1486, 994]
ad-signature: Administrative Officer [636, 854, 741, 865]
list-item: 2. ପ୍ରକଳ୍ପ ସ୍ଥଳରେ ପରିବେଶ ସୁରକ୍ଷା ନିୟମ କଡ଼ାକଡ଼ି ପାଳନ କରାଯିବ। [773, 1458, 1115, 1476]
detail-cell: Name of Work [1149, 1304, 1220, 1317]
detail-row [1134, 568, 1485, 583]
project-list [773, 1280, 1115, 1385]
detail-row [1133, 1332, 1486, 1373]
detail-cell: : [1269, 1372, 1273, 1385]
ad-title2: SCIENCE & LIFE SCIENCE) [473, 110, 649, 125]
detail-cell: : [1269, 1331, 1273, 1344]
yellow-mark [548, 2310, 562, 2324]
yellow-mark [1250, 2310, 1264, 2324]
detail-row [1134, 613, 1485, 628]
page-number: ଧରିତ୍ରୀ | ୧୯ [1437, 6, 1492, 18]
ad-address2: Bhubaneswar- 751009, Phone- 0674-2535484 [108, 703, 314, 714]
detail-row [1134, 688, 1485, 703]
org-website: Website : www.aiimsbhubaneswar.edu.in [492, 659, 668, 669]
banner-logo-icon-2 [597, 1442, 637, 1456]
ad-heading2: ଜଳସେଚନ ଖଣ୍ଡ, ନିମାପଡ଼ା [814, 1152, 1060, 1177]
ad-subheading: ଲଘୁ ଖଣିଜ ଉପର ଦୀର୍ଘମିଆଦି ଲିଜ୍ [1190, 1699, 1429, 1718]
ad-signature2: ସର୍ବଶିକ୍ଷା ଅଭିଯାନ, ମାଲକାନଗିରି [566, 521, 706, 533]
print-registration-marks [0, 2305, 1500, 2329]
